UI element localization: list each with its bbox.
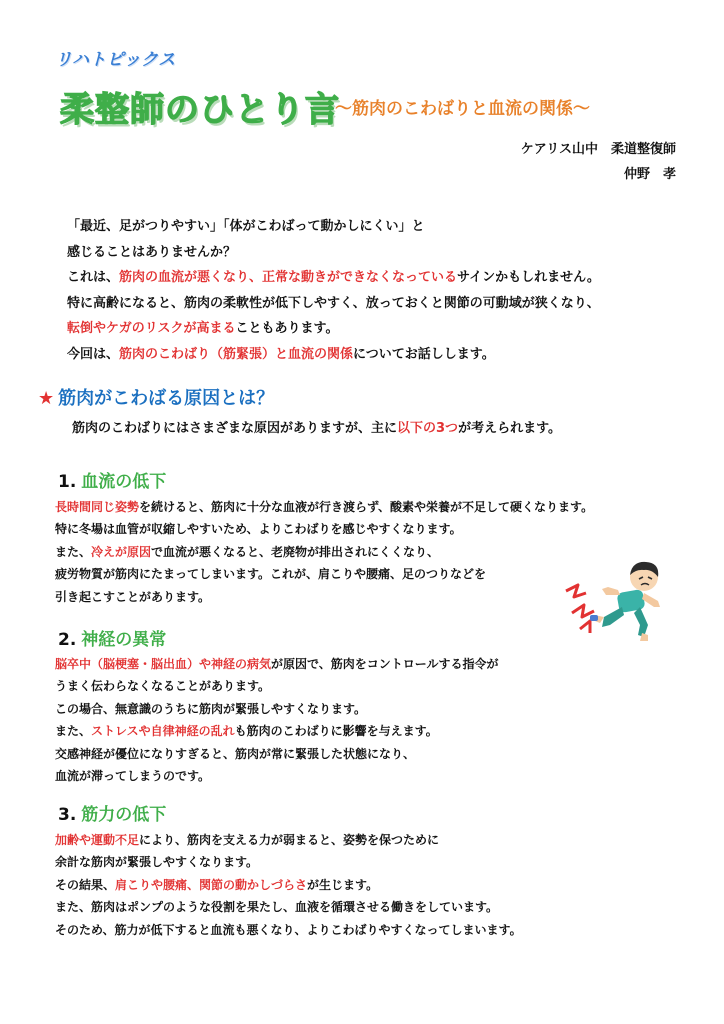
star-icon: ★ (38, 388, 55, 409)
text-line (55, 518, 593, 540)
text-run: 今回は、 (67, 346, 120, 362)
text-line (55, 765, 499, 787)
text-run: 特に冬場は血管が収縮しやすいため、よりこわばりを感じやすくなります。 (55, 522, 462, 537)
section-2-body (55, 653, 499, 787)
text-run: 交感神経が優位になりすぎると、筋肉が常に緊張した状態になり、 (55, 746, 416, 761)
causes-intro (72, 417, 561, 436)
text-run: また、 (55, 724, 92, 739)
section-3-body (55, 829, 522, 941)
intro-paragraph (67, 214, 600, 368)
text-run: が考えられます。 (458, 421, 562, 436)
text-run: その結果、 (55, 877, 116, 892)
text-run: により、筋肉を支える力が弱まると、姿勢を保つために (139, 833, 440, 847)
section-title: 筋力の低下 (81, 805, 167, 825)
text-line (55, 496, 593, 518)
section-1-heading (58, 467, 166, 492)
page-title: 柔整師のひとり言 (60, 90, 340, 130)
text-run: についてお話しします。 (353, 346, 495, 362)
highlight-text: 加齢や運動不足 (55, 833, 140, 847)
text-run: 「最近、足がつりやすい」「体がこわばって動かしにくい」と (67, 219, 425, 234)
section-title: 神経の異常 (81, 630, 167, 650)
text-line (55, 720, 499, 742)
section-number: 1. (58, 472, 77, 492)
section-2-heading (58, 625, 166, 650)
text-line (55, 541, 593, 563)
text-line (67, 265, 600, 291)
pain-spark-icon (566, 585, 594, 633)
text-run: また、筋肉はポンプのような役割を果たし、血液を循環させる働きをしています。 (55, 900, 499, 915)
text-line (67, 214, 600, 240)
text-run: うまく伝わらなくなることがあります。 (55, 679, 271, 694)
text-line (67, 291, 600, 317)
text-run: が原因で、筋肉をコントロールする指令が (271, 657, 499, 671)
text-run: 特に高齢になると、筋肉の柔軟性が低下しやすく、放っておくと関節の可動域が狭くなり、 (67, 295, 600, 311)
text-run: 血流が滞ってしまうのです。 (55, 769, 211, 784)
section-3-heading (58, 800, 166, 825)
text-run: この場合、無意識のうちに筋肉が緊張しやすくなります。 (55, 701, 367, 716)
highlight-text: 肩こりや腰痛、関節の動かしづらさ (115, 877, 308, 892)
text-run: サインかもしれません。 (457, 270, 600, 286)
highlight-text: 脳卒中（脳梗塞・脳出血）や神経の病気 (55, 657, 272, 671)
highlight-text: 長時間同じ姿勢 (55, 500, 140, 514)
highlight-text: 筋肉の血流が悪くなり、正常な動きができなくなっている (119, 270, 458, 286)
text-line (55, 675, 499, 697)
causes-heading (38, 384, 274, 410)
text-line (55, 896, 522, 918)
text-run: これは、 (67, 270, 120, 286)
section-1-body (55, 496, 593, 608)
text-line (55, 874, 522, 896)
text-run: 余計な筋肉が緊張しやすくなります。 (55, 855, 259, 870)
page-subtitle: ～筋肉のこわばりと血流の関係～ (335, 99, 590, 119)
section-number: 2. (58, 630, 77, 650)
author-affiliation: ケアリス山中 柔道整復師 (520, 142, 676, 157)
section-title: 血流の低下 (81, 472, 167, 492)
author-name: 仲野 孝 (623, 167, 676, 182)
text-line (55, 743, 499, 765)
highlight-text: ストレスや自律神経の乱れ (91, 724, 235, 739)
text-run: が生じます。 (307, 877, 379, 892)
cramp-illustration (560, 555, 680, 645)
text-line (67, 342, 600, 368)
text-line (67, 240, 600, 266)
text-line (55, 829, 522, 851)
highlight-text: 冷えが原因 (91, 544, 152, 559)
section-number: 3. (58, 805, 77, 825)
highlight-text: 筋肉のこわばり（筋緊張）と血流の関係 (119, 346, 354, 362)
text-run: そのため、筋力が低下すると血流も悪くなり、よりこわばりやすくなってしまいます。 (55, 922, 522, 937)
text-line (55, 698, 499, 720)
text-run: また、 (55, 544, 92, 559)
text-line (55, 919, 522, 941)
text-run: 筋肉のこわばりにはさまざまな原因がありますが、主に (72, 421, 398, 436)
text-line (55, 586, 593, 608)
text-line (55, 851, 522, 873)
text-line (55, 653, 499, 675)
text-line (67, 316, 600, 342)
text-run: こともあります。 (235, 321, 339, 337)
causes-heading-text: 筋肉がこわばる原因とは？ (58, 388, 275, 409)
text-run: 疲労物質が筋肉にたまってしまいます。これが、肩こりや腰痛、足のつりなどを (55, 567, 487, 582)
text-run: で血流が悪くなると、老廃物が排出されにくくなり、 (151, 544, 440, 559)
text-line (55, 563, 593, 585)
series-label: リハトピックス (55, 50, 176, 70)
text-run: を続けると、筋肉に十分な血液が行き渡らず、酸素や栄養が不足して硬くなります。 (139, 500, 594, 514)
highlight-text: 転倒やケガのリスクが高まる (67, 321, 236, 337)
text-run: 引き起こすことがあります。 (55, 589, 211, 604)
highlight-text: 以下の3つ (397, 421, 459, 436)
text-run: 感じることはありませんか？ (67, 244, 237, 260)
text-run: も筋肉のこわばりに影響を与えます。 (234, 724, 438, 739)
